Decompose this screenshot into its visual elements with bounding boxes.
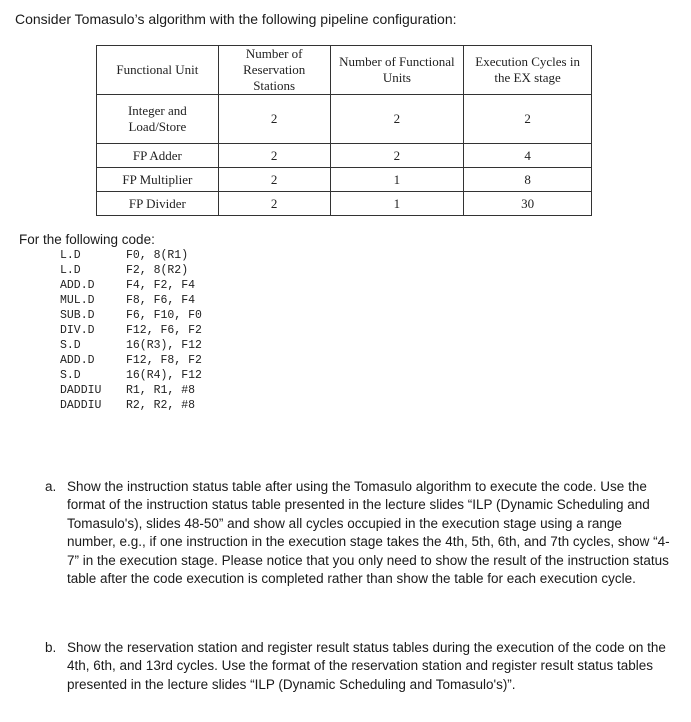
table-row	[97, 144, 592, 168]
question-a	[45, 478, 673, 588]
cell-rs: 2	[218, 144, 330, 168]
cell-unit: FP Divider	[97, 192, 219, 216]
code-listing	[60, 248, 202, 413]
question-b-label: b.	[45, 640, 57, 655]
code-operands: F6, F10, F0	[126, 309, 202, 322]
code-operands: F0, 8(R1)	[126, 249, 189, 262]
cell-rs: 2	[218, 95, 330, 144]
code-operands: F12, F8, F2	[126, 354, 202, 367]
cell-rs: 2	[218, 168, 330, 192]
pipeline-config-table	[96, 45, 592, 216]
cell-rs: 2	[218, 192, 330, 216]
cell-fu: 2	[330, 95, 464, 144]
code-operands: F4, F2, F4	[126, 279, 196, 292]
code-operands: F2, 8(R2)	[126, 264, 189, 277]
code-opcode: L.D	[60, 264, 81, 277]
question-b	[45, 639, 673, 694]
code-line	[60, 398, 202, 413]
code-line	[60, 293, 202, 308]
cell-cycles: 8	[464, 168, 592, 192]
cell-fu: 1	[330, 192, 464, 216]
header-functional-units: Number of Functional Units	[330, 46, 464, 95]
cell-fu: 2	[330, 144, 464, 168]
code-operands: 16(R4), F12	[126, 369, 202, 382]
code-line	[60, 323, 202, 338]
code-line	[60, 263, 202, 278]
code-opcode: S.D	[60, 339, 81, 352]
code-opcode: ADD.D	[60, 279, 95, 292]
code-operands: R1, R1, #8	[126, 384, 196, 397]
table-row	[97, 168, 592, 192]
cell-unit: FP Adder	[97, 144, 219, 168]
code-operands: F12, F6, F2	[126, 324, 202, 337]
header-functional-unit: Functional Unit	[97, 46, 219, 95]
code-opcode: SUB.D	[60, 309, 95, 322]
question-b-text: Show the reservation station and register result status tables during the execution of the code on the 4th, 6th, and 13rd cycles. Use the format of the reservation station and register result status tables presented in the lecture slides “ILP (Dynamic Scheduling and Tomasulo's)”.	[67, 640, 666, 692]
cell-unit: FP Multiplier	[97, 168, 219, 192]
question-a-text: Show the instruction status table after using the Tomasulo algorithm to execute the code. Use the format of the instruction status table presented in the lecture slides “ILP (Dynamic Scheduling and Tomasulo's), slides 48-50” and show all cycles occupied in the execution stage using a range number, e.g., if one instruction in the execution stage takes the 4th, 5th, 6th, and 7th cycles, show “4-7” in the execution stage. Please notice that you only need to show the result of the instruction status table after the code execution is completed rather than show the table for each execution cycle.	[67, 479, 670, 587]
code-opcode: MUL.D	[60, 294, 95, 307]
code-opcode: DADDIU	[60, 384, 102, 397]
question-a-label: a.	[45, 479, 57, 494]
code-line	[60, 368, 202, 383]
header-execution-cycles: Execution Cycles in the EX stage	[464, 46, 592, 95]
cell-cycles: 30	[464, 192, 592, 216]
code-opcode: L.D	[60, 249, 81, 262]
code-line	[60, 383, 202, 398]
table-row	[97, 192, 592, 216]
cell-cycles: 2	[464, 95, 592, 144]
code-operands: 16(R3), F12	[126, 339, 202, 352]
code-title: For the following code:	[19, 232, 155, 247]
code-opcode: ADD.D	[60, 354, 95, 367]
cell-cycles: 4	[464, 144, 592, 168]
code-line	[60, 338, 202, 353]
cell-unit: Integer and Load/Store	[97, 95, 219, 144]
intro-text: Consider Tomasulo’s algorithm with the following pipeline configuration:	[15, 11, 457, 27]
table-header-row	[97, 46, 592, 95]
code-opcode: S.D	[60, 369, 81, 382]
code-opcode: DIV.D	[60, 324, 95, 337]
code-operands: F8, F6, F4	[126, 294, 196, 307]
code-line	[60, 248, 202, 263]
code-opcode: DADDIU	[60, 399, 102, 412]
table-row	[97, 95, 592, 144]
header-reservation-stations: Number of Reservation Stations	[218, 46, 330, 95]
cell-fu: 1	[330, 168, 464, 192]
code-line	[60, 353, 202, 368]
code-operands: R2, R2, #8	[126, 399, 196, 412]
code-line	[60, 308, 202, 323]
code-line	[60, 278, 202, 293]
